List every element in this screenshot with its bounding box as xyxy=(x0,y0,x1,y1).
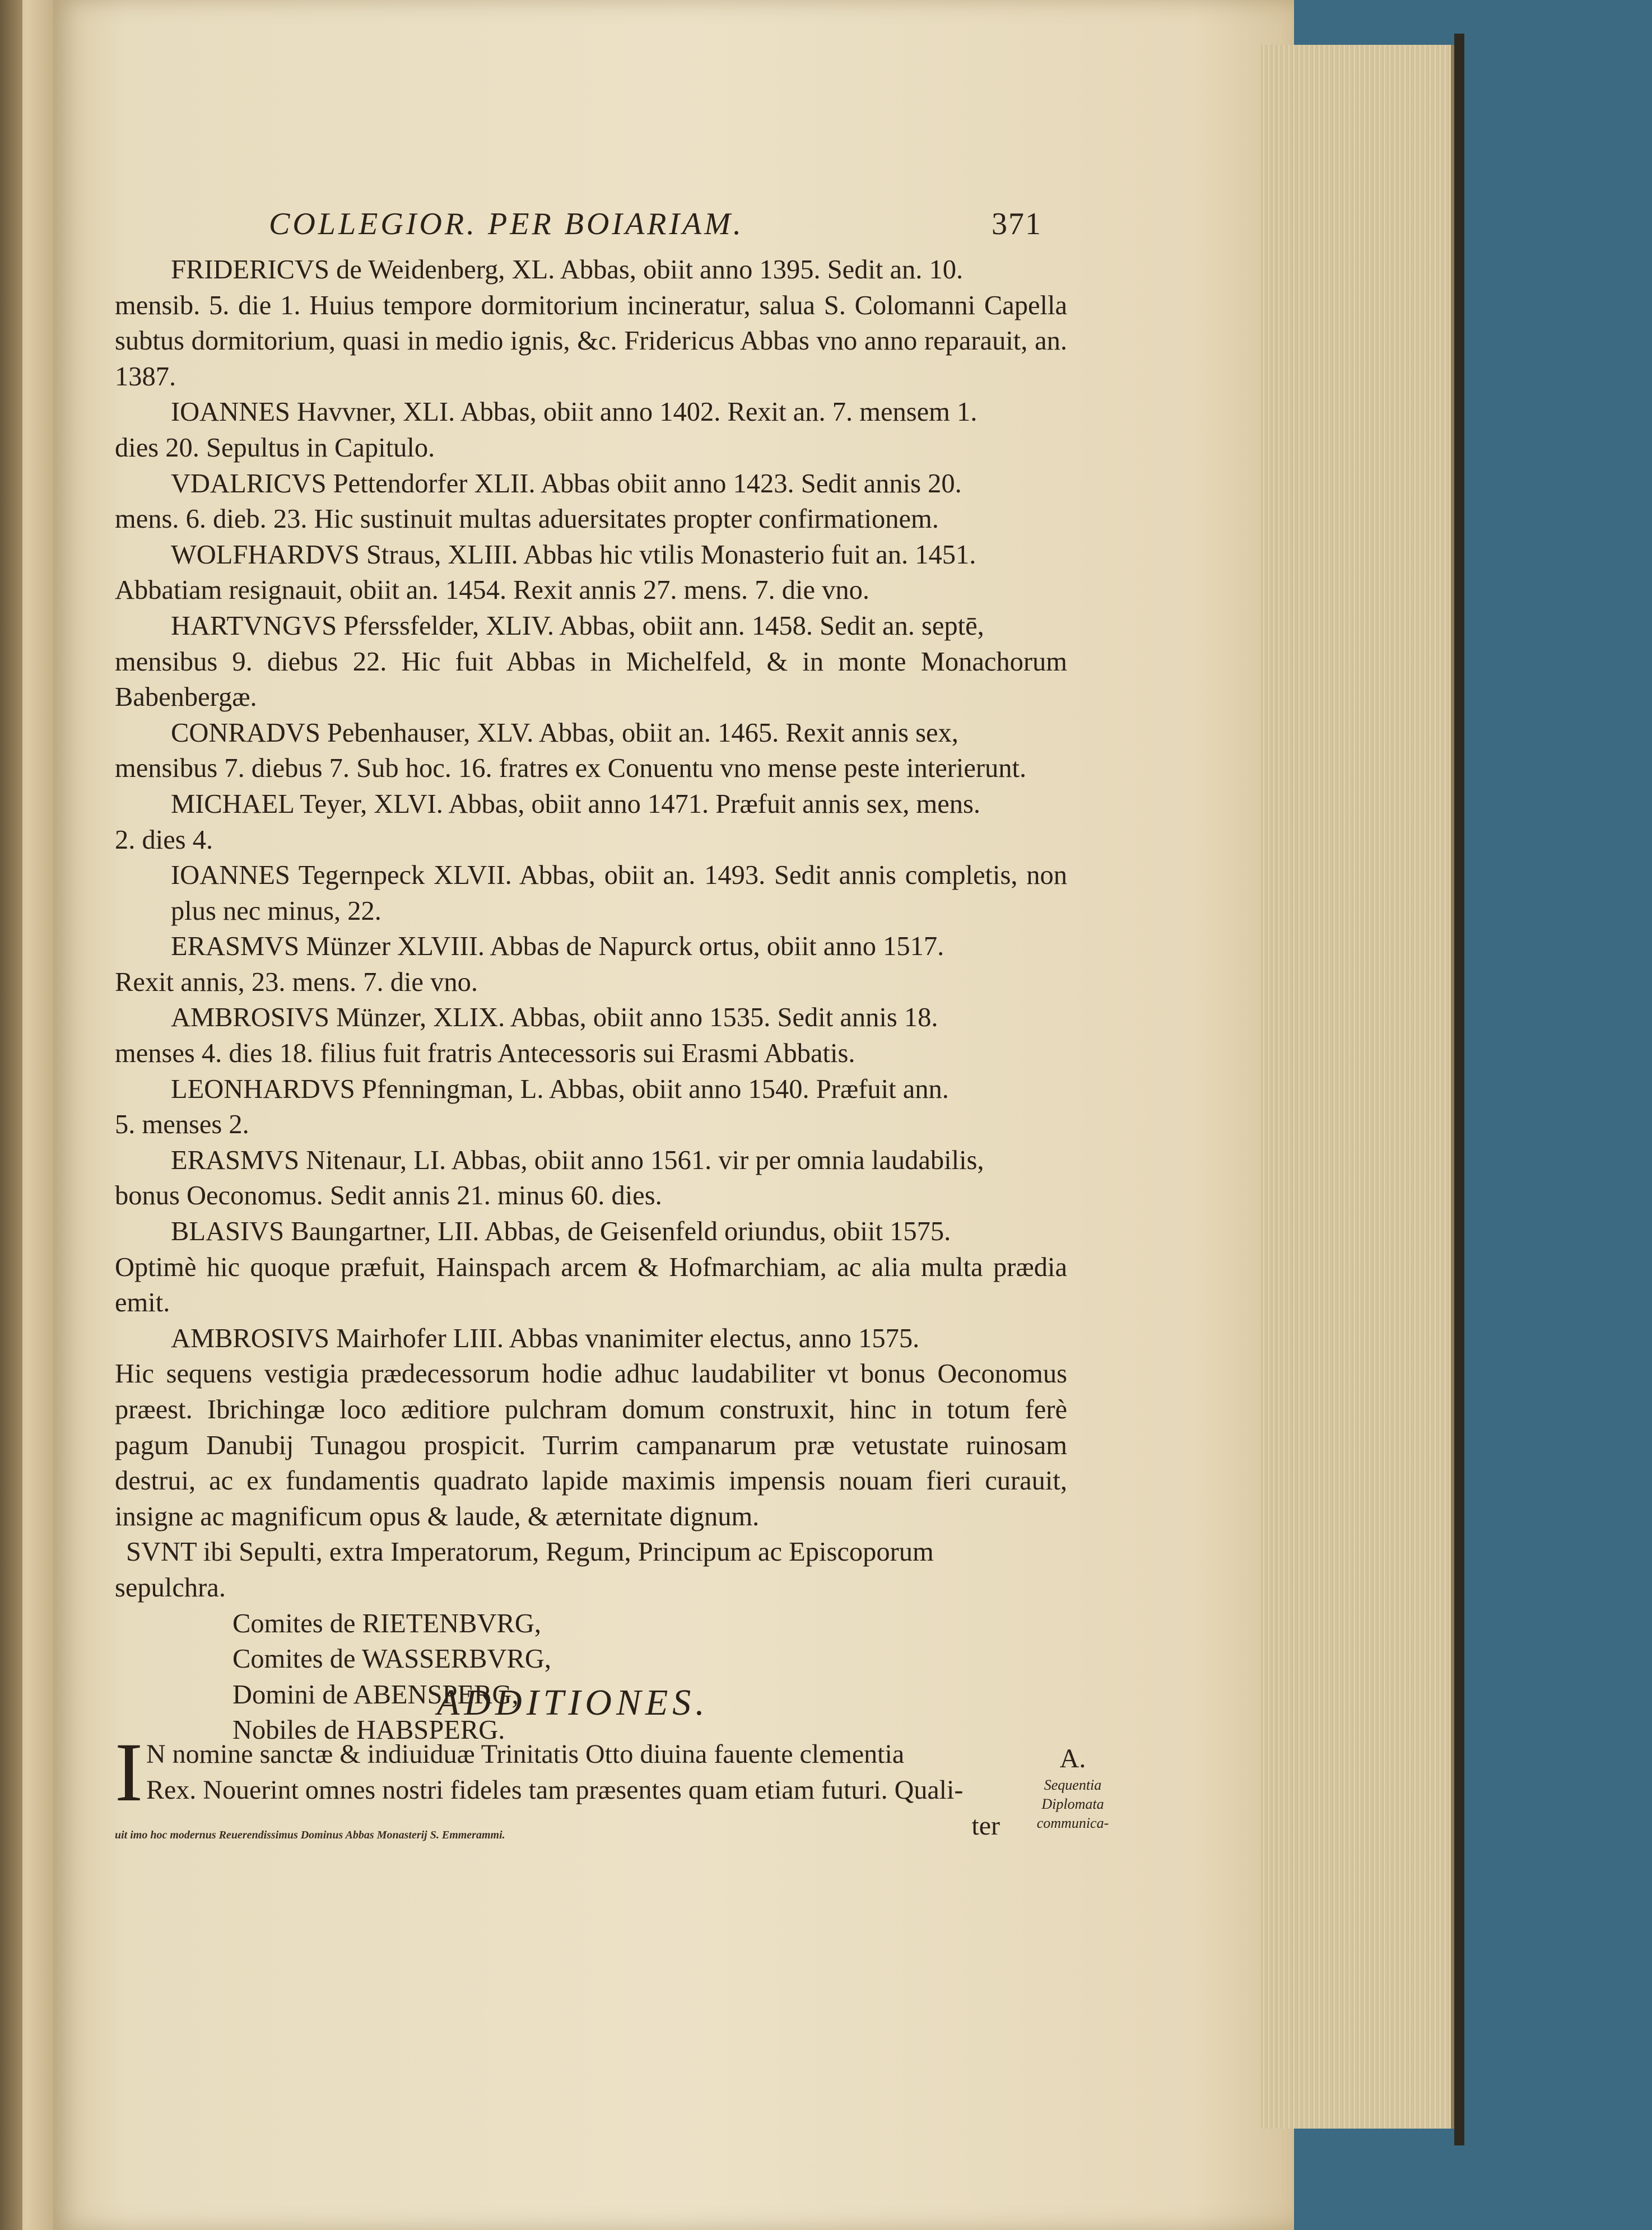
entry-continuation: mensibus 7. diebus 7. Sub hoc. 16. fratres ex Conuentu vno mense peste interierunt. xyxy=(115,753,1027,784)
list-item xyxy=(115,1214,1067,1321)
book-cover-edge xyxy=(1454,34,1464,2145)
list-item xyxy=(115,466,1067,537)
entry-continuation: menses 4. dies 18. filius fuit fratris Antecessoris sui Erasmi Abbatis. xyxy=(115,1039,855,1069)
additiones-line: N nomine sanctæ & indiuiduæ Trinitatis Otto diuina fauente clementia xyxy=(146,1739,905,1769)
page-header xyxy=(269,206,1042,245)
entry-first-line: IOANNES Tegernpeck XLVII. Abbas, obiit an. 1493. Sedit annis completis, non plus nec minus, 22. xyxy=(171,860,1067,926)
entry-continuation: dies 20. Sepultus in Capitulo. xyxy=(115,432,435,463)
book-gutter-shadow xyxy=(0,0,22,2230)
margin-note-line: Sequentia xyxy=(1044,1777,1102,1793)
list-item xyxy=(115,786,1067,858)
list-item xyxy=(115,537,1067,608)
entry-continuation: mens. 6. dieb. 23. Hic sustinuit multas aduersitates propter confirmationem. xyxy=(115,504,939,534)
entry-first-line: ERASMVS Münzer XLVIII. Abbas de Napurck ortus, obiit anno 1517. xyxy=(171,932,944,962)
entry-continuation: Abbatiam resignauit, obiit an. 1454. Rexit annis 27. mens. 7. die vno. xyxy=(115,575,870,606)
bleed-through-catchline: uit imo hoc modernus Reuerendissimus Dominus Abbas Monasterij S. Emmerammi. xyxy=(115,1829,505,1841)
entry-first-line: HARTVNGVS Pferssfelder, XLIV. Abbas, obiit ann. 1458. Sedit an. septē, xyxy=(171,611,984,641)
entry-first-line: CONRADVS Pebenhauser, XLV. Abbas, obiit an. 1465. Rexit annis sex, xyxy=(171,718,958,748)
list-item xyxy=(115,1072,1067,1143)
list-item xyxy=(115,252,1067,394)
list-item xyxy=(115,929,1067,1000)
burials-list xyxy=(115,1606,1067,1748)
burial-item: Comites de WASSERBVRG, xyxy=(232,1644,552,1674)
entry-first-line: LEONHARDVS Pfenningman, L. Abbas, obiit anno 1540. Præfuit ann. xyxy=(171,1074,949,1104)
entry-first-line: IOANNES Havvner, XLI. Abbas, obiit anno 1402. Rexit an. 7. mensem 1. xyxy=(171,397,978,427)
list-item xyxy=(115,858,1067,929)
additiones-line: Rex. Nouerint omnes nostri fideles tam præsentes quam etiam futuri. Quali- xyxy=(146,1775,964,1805)
entry-continuation: Hic sequens vestigia prædecessorum hodie adhuc laudabiliter vt bonus Oeconomus præest. Ibrichingæ loco æditiore pulchram domum construxit, hinc in totum ferè pagum Danubij Tunagou prospicit. Turrim campanarum præ vetustate ruinosam destrui, ac ex fundamentis quadrato lapide maximis impensis nouam fieri curauit, insigne ac magnificum opus & laude, & æternitate dignum. xyxy=(115,1359,1067,1531)
entry-first-line: AMBROSIVS Münzer, XLIX. Abbas, obiit anno 1535. Sedit annis 18. xyxy=(171,1003,938,1033)
entry-first-line: FRIDERICVS de Weidenberg, XL. Abbas, obiit anno 1395. Sedit an. 10. xyxy=(171,255,964,285)
list-item xyxy=(115,1143,1067,1214)
list-item xyxy=(115,1000,1067,1071)
entry-continuation: 2. dies 4. xyxy=(115,825,213,855)
abbot-list xyxy=(115,252,1067,1748)
page-block-edges xyxy=(1260,45,1454,2129)
entry-first-line: VDALRICVS Pettendorfer XLII. Abbas obiit anno 1423. Sedit annis 20. xyxy=(171,468,962,499)
margin-note-line: communica- xyxy=(1036,1815,1109,1831)
burial-item: Comites de RIETENBVRG, xyxy=(232,1608,541,1638)
additiones-line: ter xyxy=(971,1811,1000,1841)
entry-first-line: MICHAEL Teyer, XLVI. Abbas, obiit anno 1471. Præfuit annis sex, mens. xyxy=(171,789,981,819)
burial-item: Domini de ABENSPERG, xyxy=(232,1679,519,1710)
page-number: 371 xyxy=(992,207,1042,241)
entry-continuation: 5. menses 2. xyxy=(115,1110,249,1140)
list-item xyxy=(115,715,1067,786)
margin-note-line: Diplomata xyxy=(1041,1796,1104,1812)
drop-cap: I xyxy=(115,1726,143,1819)
list-item xyxy=(115,608,1067,715)
additiones-heading: ADDITIONES. xyxy=(437,1682,709,1723)
margin-note xyxy=(1025,1742,1120,1833)
list-item xyxy=(115,394,1067,465)
entry-first-line: ERASMVS Nitenaur, LI. Abbas, obiit anno 1561. vir per omnia laudabilis, xyxy=(171,1145,984,1175)
entry-continuation: mensibus 9. diebus 22. Hic fuit Abbas in Michelfeld, & in monte Monachorum Babenbergæ. xyxy=(115,646,1067,713)
entry-continuation: mensib. 5. die 1. Huius tempore dormitorium incineratur, salua S. Colomanni Capella subtus dormitorium, quasi in medio ignis, &c. Fridericus Abbas vno anno reparauit, an. 1387. xyxy=(115,290,1067,392)
burials-intro-continuation: sepulchra. xyxy=(115,1572,226,1603)
burials-intro-first-line: SVNT ibi Sepulti, extra Imperatorum, Regum, Principum ac Episcoporum xyxy=(126,1537,934,1567)
burial-item: Nobiles de HABSPERG. xyxy=(232,1715,505,1745)
list-item xyxy=(115,1321,1067,1535)
running-head: COLLEGIOR. PER BOIARIAM. xyxy=(269,207,744,241)
entry-first-line: BLASIVS Baungartner, LII. Abbas, de Geisenfeld oriundus, obiit 1575. xyxy=(171,1217,951,1247)
burials-intro xyxy=(115,1534,1067,1605)
margin-note-letter: A. xyxy=(1059,1744,1086,1773)
entry-continuation: Optimè hic quoque præfuit, Hainspach arcem & Hofmarchiam, ac alia multa prædia emit. xyxy=(115,1252,1067,1318)
entry-first-line: WOLFHARDVS Straus, XLIII. Abbas hic vtilis Monasterio fuit an. 1451. xyxy=(171,539,976,570)
entry-continuation: Rexit annis, 23. mens. 7. die vno. xyxy=(115,967,478,997)
entry-first-line: AMBROSIVS Mairhofer LIII. Abbas vnanimiter electus, anno 1575. xyxy=(171,1323,920,1353)
entry-continuation: bonus Oeconomus. Sedit annis 21. minus 60. dies. xyxy=(115,1181,662,1211)
